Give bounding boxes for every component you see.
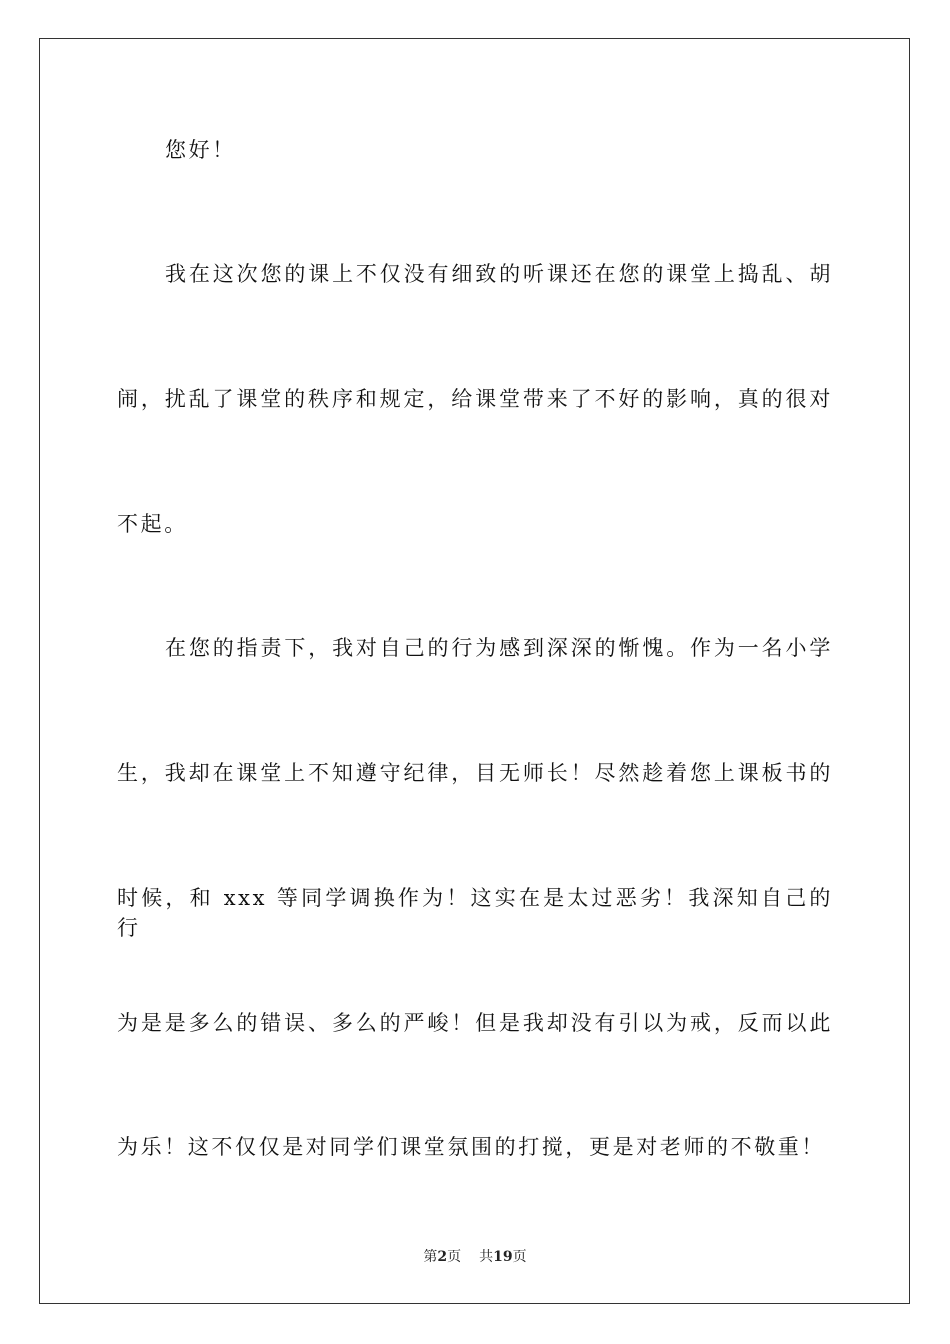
text-line-8: 为是是多么的错误、多么的严峻！但是我却没有引以为戒，反而以此 <box>117 1011 833 1035</box>
text-line-9: 为乐！这不仅仅是对同学们课堂氛围的打搅，更是对老师的不敬重！ <box>117 1135 825 1159</box>
page-prefix: 第 <box>423 1249 438 1265</box>
page-frame <box>39 38 910 1304</box>
text-line-1: 您好！ <box>165 138 236 162</box>
total-prefix: 共 <box>479 1249 494 1265</box>
total-suffix: 页 <box>512 1249 527 1265</box>
text-line-2: 我在这次您的课上不仅没有细致的听课还在您的课堂上捣乱、胡 <box>165 262 833 286</box>
text-line-4: 不起。 <box>117 512 188 536</box>
page-suffix: 页 <box>447 1249 462 1265</box>
text-line-5: 在您的指责下，我对自己的行为感到深深的惭愧。作为一名小学 <box>165 636 833 660</box>
page-footer <box>0 1247 950 1267</box>
page-current: 2 <box>437 1249 448 1265</box>
page-total: 19 <box>493 1249 513 1265</box>
text-line-7: 时候，和 xxx 等同学调换作为！这实在是太过恶劣！我深知自己的行 <box>117 886 833 940</box>
text-line-3: 闹，扰乱了课堂的秩序和规定，给课堂带来了不好的影响，真的很对 <box>117 387 833 411</box>
text-line-6: 生，我却在课堂上不知遵守纪律，目无师长！尽然趁着您上课板书的 <box>117 761 833 785</box>
